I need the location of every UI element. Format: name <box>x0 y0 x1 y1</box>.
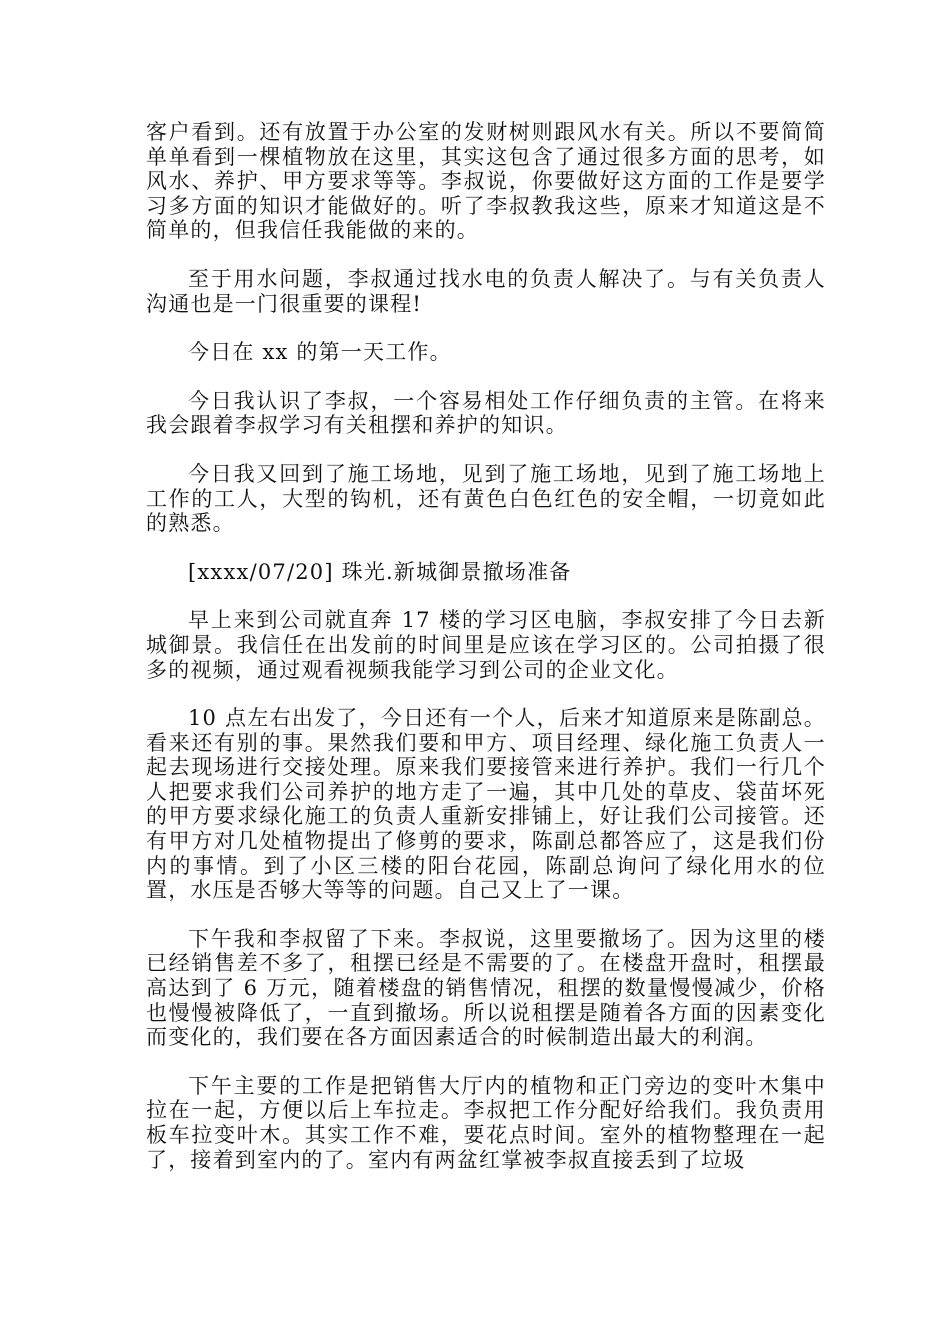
section-heading: [xxxx/07/20] 珠光.新城御景撤场准备 <box>188 559 572 584</box>
document-body <box>146 120 826 1196</box>
paragraph-9: 下午我和李叔留了下来。李叔说，这里要撤场了。因为这里的楼已经销售差不多了，租摆已经是不需要的了。在楼盘开盘时，租摆最高达到了 6 万元，随着楼盘的销售情况，租摆的数量慢慢减少，价格也慢慢被降低了，一直到撤场。所以说租摆是随着各方面的因素变化而变化的，我们要在各方面因素适合的时候制造出最大的利润。 <box>146 926 826 1050</box>
paragraph-5: 今日我又回到了施工场地，见到了施工场地，见到了施工场地上工作的工人，大型的钩机，还有黄色白色红色的安全帽，一切竟如此的熟悉。 <box>146 461 826 536</box>
paragraph-2: 至于用水问题，李叔通过找水电的负责人解决了。与有关负责人沟通也是一门很重要的课程! <box>146 266 826 316</box>
paragraph-3: 今日在 xx 的第一天工作。 <box>188 340 452 365</box>
paragraph-10: 下午主要的工作是把销售大厅内的植物和正门旁边的变叶木集中拉在一起，方便以后上车拉走。李叔把工作分配好给我们。我负责用板车拉变叶木。其实工作不难，要花点时间。室外的植物整理在一起了，接着到室内的了。室内有两盆红掌被李叔直接丢到了垃圾 <box>146 1073 826 1172</box>
paragraph-7: 早上来到公司就直奔 17 楼的学习区电脑，李叔安排了今日去新城御景。我信任在出发前的时间里是应该在学习区的。公司拍摄了很多的视频，通过观看视频我能学习到公司的企业文化。 <box>146 608 826 682</box>
paragraph-8: 10 点左右出发了，今日还有一个人，后来才知道原来是陈副总。看来还有别的事。果然我们要和甲方、项目经理、绿化施工负责人一起去现场进行交接处理。原来我们要接管来进行养护。我们一行几个人把要求我们公司养护的地方走了一遍，其中几处的草皮、袋苗坏死的甲方要求绿化施工的负责人重新安排铺上，好让我们公司接管。还有甲方对几处植物提出了修剪的要求，陈副总都答应了，这是我们份内的事情。到了小区三楼的阳台花园，陈副总询问了绿化用水的位置，水压是否够大等等的问题。自己又上了一课。 <box>146 706 826 903</box>
paragraph-1: 客户看到。还有放置于办公室的发财树则跟风水有关。所以不要简简单单看到一棵植物放在这里，其实这包含了通过很多方面的思考，如风水、养护、甲方要求等等。李叔说，你要做好这方面的工作是要学习多方面的知识才能做好的。听了李叔教我这些，原来才知道这是不简单的，但我信任我能做的来的。 <box>146 120 826 243</box>
paragraph-4: 今日我认识了李叔，一个容易相处工作仔细负责的主管。在将来我会跟着李叔学习有关租摆和养护的知识。 <box>146 388 826 438</box>
